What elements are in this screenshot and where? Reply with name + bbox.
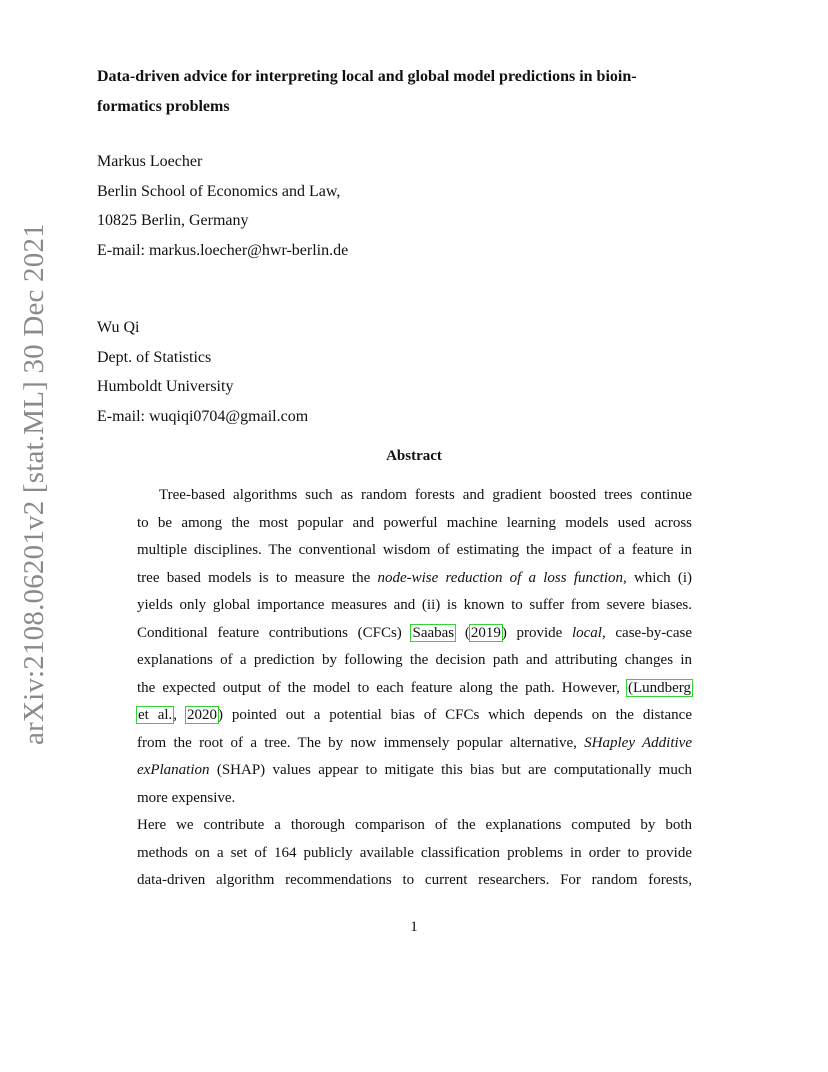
abstract-line: multiple disciplines. The conventional wisdom of estimating the impact of a feature in (137, 542, 692, 558)
citation-link-2019[interactable]: 2019 (470, 624, 501, 641)
author-email: E-mail: wuqiqi0704@gmail.com (97, 407, 309, 425)
abstract-line: data-driven algorithm recommendations to current researchers. For random forests, (137, 872, 692, 888)
abstract-line: the expected output of the model to each feature along the path. However, (Lundberg (137, 679, 691, 696)
paper-title (97, 62, 747, 122)
author-affiliation: Dept. of Statistics (97, 348, 212, 366)
author-name: Wu Qi (97, 319, 140, 336)
abstract-line: tree based models is to measure the node-wise reduction of a loss function, which (i) (137, 569, 692, 586)
abstract-line: et al., 2020) pointed out a potential bias of CFCs which depends on the distance (138, 707, 692, 723)
abstract-heading: Abstract (386, 448, 442, 464)
arxiv-identifier-stamp: arXiv:2108.06201v2 [stat.ML] 30 Dec 2021 (18, 223, 50, 745)
title-line-2: formatics problems (97, 98, 230, 115)
abstract-line: yields only global importance measures and (ii) is known to suffer from severe biases. (137, 597, 692, 613)
emphasis-text: local (571, 624, 602, 641)
abstract-line: more expensive. (137, 789, 236, 806)
abstract-line: exPlanation (SHAP) values appear to mitigate this bias but are computationally much (137, 762, 692, 778)
emphasis-text: node-wise reduction of a loss function (377, 569, 623, 586)
citation-link-lundberg[interactable]: (Lundberg (627, 679, 691, 696)
abstract-line: explanations of a prediction by following the decision path and attributing changes in (137, 652, 692, 668)
author-block-2 (97, 313, 308, 431)
citation-link-et-al[interactable]: et al. (138, 707, 173, 723)
author-affiliation: Berlin School of Economics and Law, (97, 182, 341, 200)
title-line-1: Data-driven advice for interpreting local and global model predictions in bioin- (97, 68, 637, 85)
author-block-1 (97, 147, 348, 265)
citation-link-saabas[interactable]: Saabas (412, 624, 455, 641)
abstract-line: from the root of a tree. The by now immensely popular alternative, SHapley Additive (137, 734, 692, 751)
author-address: 10825 Berlin, Germany (97, 212, 249, 229)
author-name: Markus Loecher (97, 153, 203, 170)
author-email: E-mail: markus.loecher@hwr-berlin.de (97, 241, 349, 259)
author-institution: Humboldt University (97, 378, 234, 395)
citation-link-2020[interactable]: 2020 (186, 707, 217, 723)
abstract-line: Conditional feature contributions (CFCs) Saabas (2019) provide local, case-by-case (137, 624, 692, 641)
abstract-line: Tree-based algorithms such as random forests and gradient boosted trees continue (159, 487, 692, 503)
page-number: 1 (410, 919, 418, 935)
abstract-line: methods on a set of 164 publicly available classification problems in order to provide (137, 844, 692, 861)
emphasis-text: exPlanation (137, 762, 210, 778)
abstract-body (137, 482, 692, 895)
abstract-line: Here we contribute a thorough comparison of the explanations computed by both (137, 817, 692, 833)
emphasis-text: SHapley Additive (584, 734, 692, 751)
abstract-line: to be among the most popular and powerful machine learning models used across (137, 514, 692, 531)
